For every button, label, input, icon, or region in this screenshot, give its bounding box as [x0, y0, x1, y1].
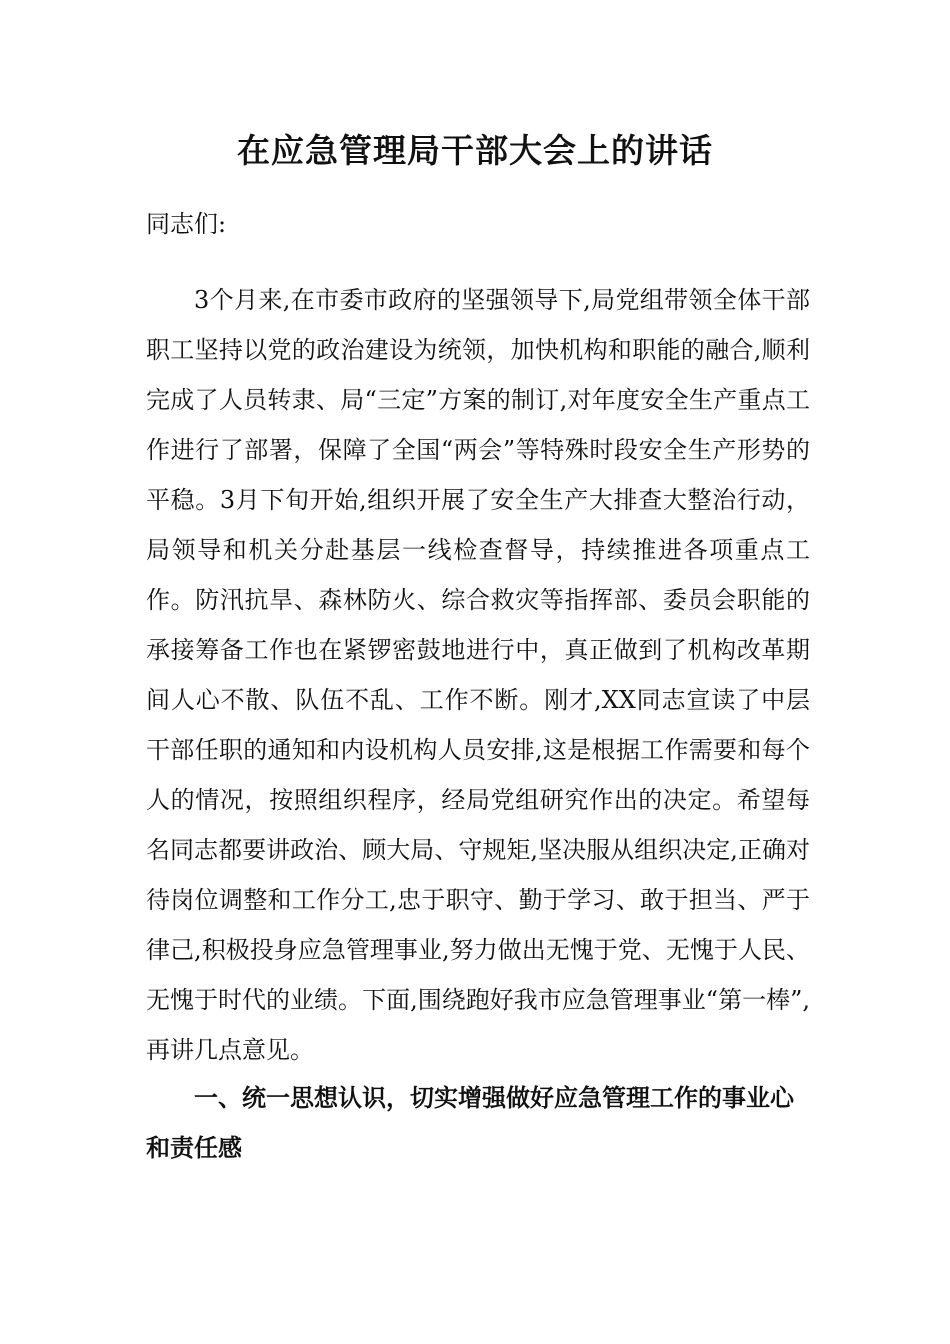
- body-paragraph: 3个月来,在市委市政府的坚强领导下,局党组带领全体干部职工坚持以党的政治建设为统领，加快机构和职能的融合,顺利完成了人员转隶、局“三定”方案的制订,对年度安全生产重点工作进行了部署，保障了全国“两会”等特殊时段安全生产形势的平稳。3月下旬开始,组织开展了安全生产大排查大整治行动，局领导和机关分赴基层一线检查督导，持续推进各项重点工作。防汛抗旱、森林防火、综合救灾等指挥部、委员会职能的承接筹备工作也在紧锣密鼓地进行中，真正做到了机构改革期间人心不散、队伍不乱、工作不断。刚才,XX同志宣读了中层干部任职的通知和内设机构人员安排,这是根据工作需要和每个人的情况，按照组织程序，经局党组研究作出的决定。希望每名同志都要讲政治、顾大局、守规矩,坚决服从组织决定,正确对待岗位调整和工作分工,忠于职守、勤于学习、敢于担当、严于律己,积极投身应急管理事业,努力做出无愧于党、无愧于人民、无愧于时代的业绩。下面,围绕跑好我市应急管理事业“第一棒”,再讲几点意见。: [146, 286, 810, 1064]
- section-heading: 一、统一思想认识，切实增强做好应急管理工作的事业心和责任感: [146, 1084, 794, 1162]
- salutation: 同志们:: [146, 210, 227, 238]
- document-title: 在应急管理局干部大会上的讲话: [237, 131, 713, 170]
